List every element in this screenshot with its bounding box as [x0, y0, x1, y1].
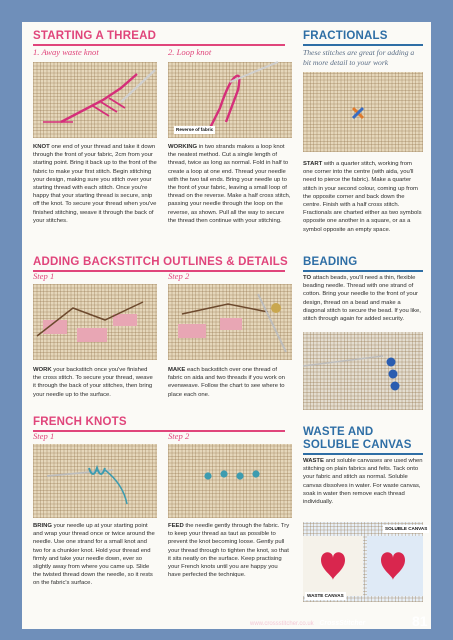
photo-illustration [303, 332, 423, 410]
paragraph-away-waste-knot: KNOT one end of your thread and take it down through the front of your fabric, 2cm from your starting point. Bring it back up to the front of the fabric to make your first stitch. Begin stitching your design, making sure you stitch over your starting thread with each stitch. Once you're happy that your starting thread is secure, snip off the knot. To secure your thread when you've finished stitching, weave it through the back of your stitches. [33, 144, 157, 224]
section-rule [33, 430, 285, 432]
canvas-tag-soluble: SOLUBLE CANVAS [385, 526, 428, 531]
photo-caption-tag: Reverse of fabric [176, 127, 214, 132]
photo-illustration [168, 444, 292, 518]
section-title-beading: BEADING [303, 256, 358, 268]
paragraph-beading: TO attach beads, you'll need a thin, flexible beading needle. Thread with one strand of cotton. Bring your needle to the front of your design, thread on a bead and make a diagonal stitch to secure the bead. If you like, stitch through again for added security. [303, 275, 421, 323]
section-rule [303, 44, 423, 46]
step-label: Step 1 [33, 431, 55, 441]
paragraph-backstitch-step2: MAKE each backstitch over one thread of fabric on aida and two threads if you work on evenweave. Follow the chart to see where to place each one. [168, 367, 285, 398]
photo-backstitch-step1 [33, 284, 157, 360]
photo-illustration [303, 72, 423, 152]
section-rule [33, 44, 285, 46]
section-rule [33, 270, 285, 272]
page-number: 81 [412, 613, 428, 629]
photo-french-knot-step2 [168, 444, 292, 518]
photo-french-knot-step1 [33, 444, 157, 518]
paragraph-french-knot-step2: FEED the needle gently through the fabric. Try to keep your thread as taut as possible to prevent the knot becoming loose. Gently pull your thread through to tighten the knot, so that it sits neatly on the surface. Keep practising your French knots until you are happy you have perfected the technique. [168, 523, 290, 579]
photo-illustration [33, 62, 157, 138]
section-title-waste-canvas-line2: SOLUBLE CANVAS [303, 439, 412, 451]
photo-illustration [33, 444, 157, 518]
paragraph-waste-canvas: WASTE and soluble canvases are used when stitching on plain fabrics and felts. Tack onto your fabric and stitch as normal. Soluble canvas dissolves in water. For waste canvas, soak in water then remove each thread individually. [303, 458, 423, 506]
step-label: Step 1 [33, 271, 55, 281]
section-rule [303, 453, 423, 455]
paragraph-loop-knot: WORKING in two strands makes a loop knot the neatest method. Cut a single length of thread, twice as long as normal. Fold in half to create a loop at one end. Thread your needle with the two tail ends. Bring your needle up to the front of your fabric, leaving a small loop of thread on the reverse. Make a half cross stitch, passing your needle through the loop on the reverse, as shown. Pull all the way to secure the thread then continue with your stitching. [168, 144, 291, 224]
footer-website[interactable]: www.crossstitcher.co.uk [250, 621, 314, 627]
section-title-starting-thread: STARTING A THREAD [33, 30, 157, 42]
photo-backstitch-step2 [168, 284, 292, 360]
section-title-waste-canvas-line1: WASTE AND [303, 426, 374, 438]
photo-fractionals [303, 72, 423, 152]
section-title-french-knots: FRENCH KNOTS [33, 416, 127, 428]
photo-illustration [33, 284, 157, 360]
photo-away-waste-knot [33, 62, 157, 138]
section-subtitle: These stitches are great for adding a bit more detail to your work [303, 48, 415, 67]
photo-illustration [303, 522, 423, 602]
section-rule [303, 270, 423, 272]
step-label: Step 2 [168, 431, 190, 441]
footer-magazine-name: CrossStitcher [319, 620, 366, 627]
photo-illustration [168, 284, 292, 360]
step-label: 1. Away waste knot [33, 47, 99, 57]
photo-waste-soluble-canvas [303, 522, 428, 602]
step-label: Step 2 [168, 271, 190, 281]
canvas-tag-waste: WASTE CANVAS [307, 593, 344, 598]
step-label: 2. Loop knot [168, 47, 212, 57]
page-footer [250, 620, 365, 632]
paragraph-french-knot-step1: BRING your needle up at your starting point and wrap your thread once or twice around the needle. Use one strand for a small knot and two for a chunkier knot. Hold your thread end firmly and take your needle down, ever so slightly away from where you came up. Slide the twisted thread down the needle, so it rests on the fabric's surface. [33, 523, 155, 587]
section-title-backstitch: ADDING BACKSTITCH OUTLINES & DETAILS [33, 256, 288, 268]
photo-beading [303, 332, 423, 410]
section-title-fractionals: FRACTIONALS [303, 30, 388, 42]
paragraph-backstitch-step1: WORK your backstitch once you've finished the cross stitch. To secure your thread, weave it through the back of your stitches, then bring your needle up to the surface. [33, 367, 153, 398]
photo-loop-knot [168, 62, 292, 138]
paragraph-fractionals: START with a quarter stitch, working from one corner into the centre (with aida, you'll need to pierce the fabric). Make a quarter stitch in your second colour, coming up from the opposite corner and back down the centre. Finish with a half cross stitch. Fractionals are charted either as two symbols opposite one another in a square, or as a symbol opposite an empty space. [303, 161, 422, 233]
